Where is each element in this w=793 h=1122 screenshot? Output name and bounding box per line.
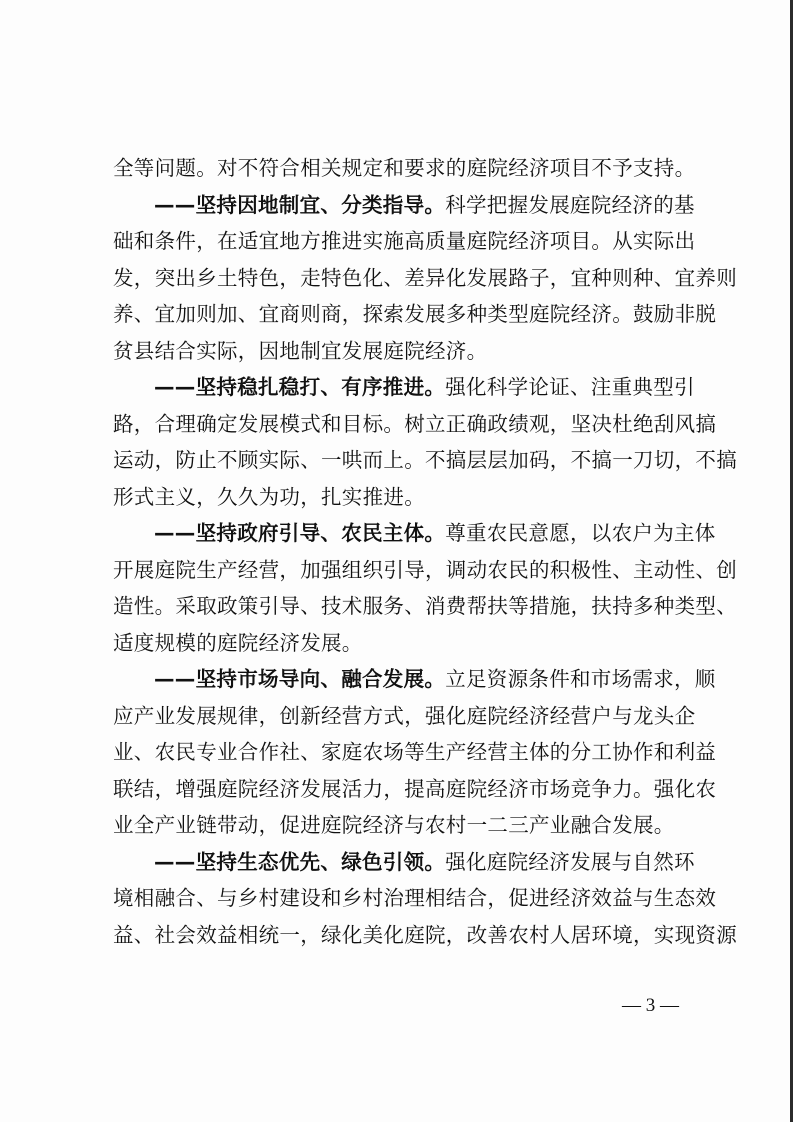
principle-heading: ——坚持政府引导、农民主体。: [154, 521, 446, 545]
text-line: 础和条件，在适宜地方推进实施高质量庭院经济项目。从实际出: [113, 229, 696, 253]
text-line: 造性。采取政策引导、技术服务、消费帮扶等措施，扶持多种类型、: [113, 594, 737, 618]
body-text: [113, 150, 737, 953]
principle-heading-line: [113, 661, 716, 698]
principle-heading: ——坚持稳扎稳打、有序推进。: [154, 375, 446, 399]
text-line: 适度规模的庭院经济发展。: [113, 630, 363, 655]
principle-heading-line: [113, 515, 716, 552]
principle-heading-line: [113, 187, 695, 224]
text-segment: 立足资源条件和市场需求，顺: [445, 667, 716, 691]
text-segment: 科学把握发展庭院经济的基: [445, 192, 695, 217]
text-line: 全等问题。对不符合相关规定和要求的庭院经济项目不予支持。: [113, 156, 696, 180]
text-line: 益、社会效益相统一，绿化美化庭院，改善农村人居环境，实现资源: [113, 922, 737, 947]
principle-heading: ——坚持市场导向、融合发展。: [154, 667, 446, 691]
principle-heading-line: [113, 369, 695, 406]
text-segment: 强化庭院经济发展与自然环: [445, 849, 695, 874]
principle-heading-line: [113, 844, 695, 881]
principle-heading: ——坚持生态优先、绿色引领。: [154, 849, 446, 874]
text-line: 联结，增强庭院经济发展活力，提高庭院经济市场竞争力。强化农: [113, 776, 717, 801]
text-line: 养、宜加则加、宜商则商，探索发展多种类型庭院经济。鼓励非脱: [113, 302, 717, 326]
text-line: 运动，防止不顾实际、一哄而上。不搞层层加码，不搞一刀切，不搞: [113, 448, 737, 472]
text-line: 发，突出乡土特色，走特色化、差异化发展路子，宜种则种、宜养则: [113, 265, 737, 290]
principle-heading: ——坚持因地制宜、分类指导。: [154, 192, 446, 217]
text-line: 境相融合、与乡村建设和乡村治理相结合，促进经济效益与生态效: [113, 886, 717, 910]
page-number: — 3 —: [622, 995, 679, 1016]
text-segment: 尊重农民意愿，以农户为主体: [445, 521, 716, 545]
text-line: 应产业发展规律，创新经营方式，强化庭院经济经营户与龙头企: [113, 703, 696, 728]
text-line: 贫县结合实际，因地制宜发展庭院经济。: [113, 338, 488, 363]
text-line: 形式主义，久久为功，扎实推进。: [113, 484, 425, 509]
text-segment: 强化科学论证、注重典型引: [445, 375, 695, 399]
text-line: 路，合理确定发展模式和目标。树立正确政绩观，坚决杜绝刮风搞: [113, 411, 717, 436]
text-line: 业全产业链带动，促进庭院经济与农村一二三产业融合发展。: [113, 813, 675, 837]
text-line: 业、农民专业合作社、家庭农场等生产经营主体的分工协作和利益: [113, 740, 717, 764]
text-line: 开展庭院生产经营，加强组织引导，调动农民的积极性、主动性、创: [113, 557, 737, 582]
